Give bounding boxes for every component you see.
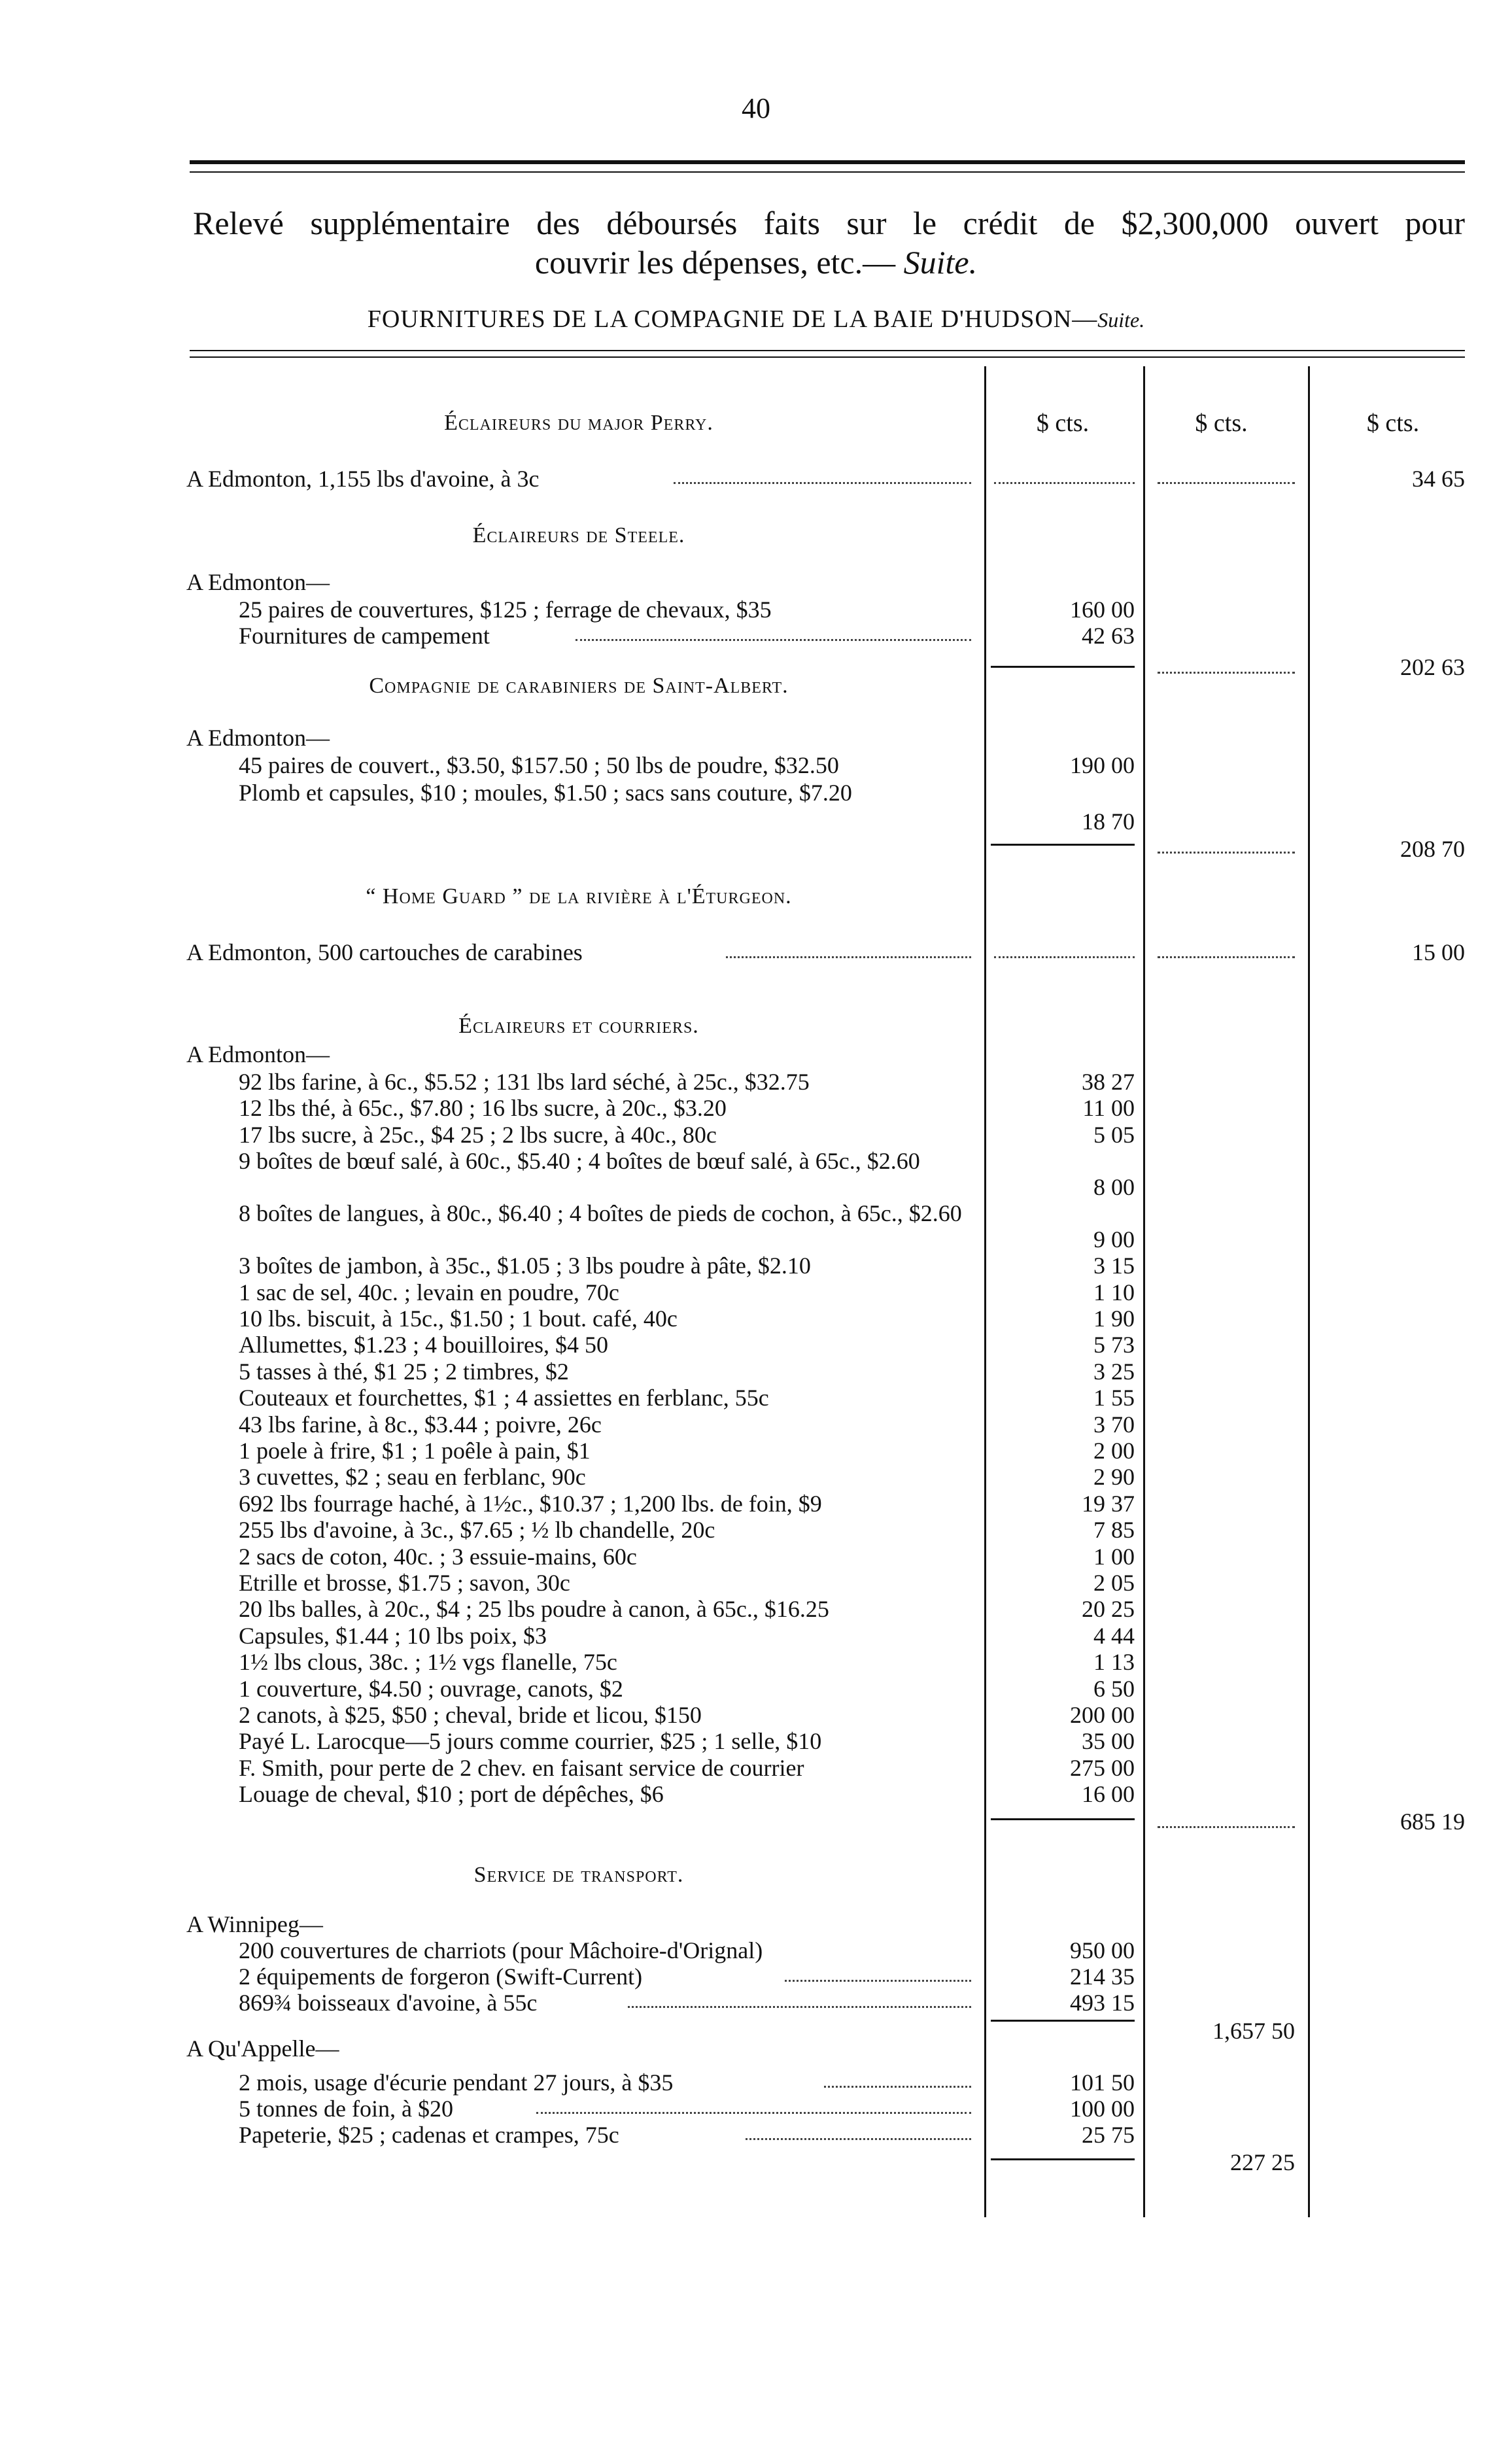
section-heading-courriers: Éclaireurs et courriers. [458,1014,699,1038]
courriers-amount: 9 00 [1093,1226,1135,1253]
quappelle-subtotal: 227 25 [1230,2149,1295,2175]
saint-albert-amount-2: 18 70 [1082,808,1135,835]
column-divider-1 [984,366,986,2217]
winnipeg-item-1: 200 couvertures de charriots (pour Mâchoire-d'Orignal) [239,1937,763,1963]
saint-albert-item-1: 45 paires de couvert., $3.50, $157.50 ; 50 lbs de poudre, $32.50 [239,752,839,778]
courriers-item: 17 lbs sucre, à 25c., $4 25 ; 2 lbs sucre, à 40c., 80c [239,1121,717,1148]
courriers-place: A Edmonton— [186,1041,330,1067]
home-guard-line: A Edmonton, 500 cartouches de carabines [186,939,583,965]
leader-dots [674,481,971,484]
leader-dots [994,955,1135,958]
leader-dots [628,2005,971,2008]
column-header-3: $ cts. [1366,409,1420,437]
courriers-amount: 1 10 [1093,1279,1135,1305]
subtotal-rule [991,2020,1135,2022]
courriers-amount: 2 90 [1093,1464,1135,1491]
document-subtitle: FOURNITURES DE LA COMPAGNIE DE LA BAIE D'HUDSON—Suite. [367,305,1145,333]
courriers-total: 685 19 [1400,1808,1465,1835]
courriers-item: 1 sac de sel, 40c. ; levain en poudre, 70c [239,1279,619,1305]
courriers-item: 692 lbs fourrage haché, à 1½c., $10.37 ; 1,200 lbs. de foin, $9 [239,1490,822,1517]
quappelle-amount-1: 101 50 [1070,2069,1135,2096]
header-rule-thin [190,171,1465,173]
courriers-item: 9 boîtes de bœuf salé, à 60c., $5.40 ; 4 boîtes de bœuf salé, à 65c., $2.60 [239,1148,920,1175]
courriers-amount: 8 00 [1093,1174,1135,1201]
courriers-amount: 3 15 [1093,1253,1135,1279]
subtotal-rule [991,844,1135,846]
subtotal-rule [991,1818,1135,1820]
courriers-amount: 275 00 [1070,1754,1135,1781]
winnipeg-amount-1: 950 00 [1070,1937,1135,1963]
home-guard-total: 15 00 [1412,939,1465,965]
steele-place: A Edmonton— [186,569,330,595]
courriers-amount: 16 00 [1082,1781,1135,1808]
quappelle-amount-2: 100 00 [1070,2096,1135,2122]
courriers-amount: 19 37 [1082,1490,1135,1517]
courriers-item: 10 lbs. biscuit, à 15c., $1.50 ; 1 bout. café, 40c [239,1305,678,1332]
steele-amount-2: 42 63 [1082,623,1135,649]
courriers-item: Capsules, $1.44 ; 10 lbs poix, $3 [239,1622,547,1649]
courriers-amount: 7 85 [1093,1517,1135,1544]
leader-dots [536,2111,971,2114]
section-heading-perry: Éclaireurs du major Perry. [444,411,713,435]
section-heading-steele: Éclaireurs de Steele. [472,523,685,547]
courriers-amount: 11 00 [1082,1095,1135,1122]
perry-line: A Edmonton, 1,155 lbs d'avoine, à 3c [186,466,540,492]
saint-albert-total: 208 70 [1400,836,1465,862]
steele-item-2: Fournitures de campement [239,623,490,649]
header-rule-thick [190,160,1465,164]
subtotal-rule [991,666,1135,668]
column-header-2: $ cts. [1195,409,1248,437]
courriers-item: F. Smith, pour perte de 2 chev. en faisant service de courrier [239,1754,804,1781]
courriers-item: 20 lbs balles, à 20c., $4 ; 25 lbs poudre à canon, à 65c., $16.25 [239,1596,829,1623]
quappelle-item-2: 5 tonnes de foin, à $20 [239,2096,453,2122]
quappelle-amount-3: 25 75 [1082,2122,1135,2148]
section-heading-saint-albert: Compagnie de carabiniers de Saint-Albert. [369,674,789,698]
steele-amount-1: 160 00 [1070,596,1135,623]
courriers-item: 1 couverture, $4.50 ; ouvrage, canots, $2 [239,1675,623,1702]
courriers-amount: 1 13 [1093,1649,1135,1676]
leader-dots [994,481,1135,484]
courriers-amount: 5 05 [1093,1121,1135,1148]
courriers-amount: 5 73 [1093,1332,1135,1358]
courriers-amount: 3 70 [1093,1411,1135,1438]
column-header-1: $ cts. [1036,409,1090,437]
courriers-amount: 1 90 [1093,1305,1135,1332]
courriers-amount: 3 25 [1093,1358,1135,1385]
courriers-amount: 2 05 [1093,1570,1135,1596]
subtotal-rule [991,2158,1135,2160]
courriers-item: 255 lbs d'avoine, à 3c., $7.65 ; ½ lb chandelle, 20c [239,1517,715,1544]
courriers-item: 1½ lbs clous, 38c. ; 1½ vgs flanelle, 75c [239,1649,617,1676]
table-top-rule-2 [190,356,1465,358]
courriers-item: 43 lbs farine, à 8c., $3.44 ; poivre, 26c [239,1411,602,1438]
quappelle-item-3: Papeterie, $25 ; cadenas et crampes, 75c [239,2122,619,2148]
section-heading-transport: Service de transport. [473,1863,684,1887]
leader-dots [1158,481,1295,484]
saint-albert-place: A Edmonton— [186,725,330,751]
leader-dots [746,2137,971,2140]
leader-dots [824,2084,971,2088]
winnipeg-item-2: 2 équipements de forgeron (Swift-Current) [239,1963,643,1990]
courriers-item: Louage de cheval, $10 ; port de dépêches, $6 [239,1781,664,1808]
courriers-item: 8 boîtes de langues, à 80c., $6.40 ; 4 boîtes de pieds de cochon, à 65c., $2.60 [239,1200,962,1227]
courriers-item: 12 lbs thé, à 65c., $7.80 ; 16 lbs sucre, à 20c., $3.20 [239,1095,727,1122]
leader-dots [1158,670,1295,674]
leader-dots [1158,850,1295,854]
saint-albert-item-2: Plomb et capsules, $10 ; moules, $1.50 ; sacs sans couture, $7.20 [239,780,852,806]
courriers-amount: 2 00 [1093,1438,1135,1464]
courriers-amount: 20 25 [1082,1596,1135,1623]
table-top-rule [190,350,1465,351]
courriers-amount: 1 55 [1093,1385,1135,1411]
courriers-item: 3 boîtes de jambon, à 35c., $1.05 ; 3 lbs poudre à pâte, $2.10 [239,1253,811,1279]
courriers-amount: 38 27 [1082,1069,1135,1095]
courriers-item: Allumettes, $1.23 ; 4 bouilloires, $4 50 [239,1332,608,1358]
courriers-item: Payé L. Larocque—5 jours comme courrier, $25 ; 1 selle, $10 [239,1728,822,1755]
winnipeg-item-3: 869¾ boisseaux d'avoine, à 55c [239,1990,538,2016]
winnipeg-amount-3: 493 15 [1070,1990,1135,2016]
steele-item-1: 25 paires de couvertures, $125 ; ferrage de chevaux, $35 [239,596,772,623]
leader-dots [785,1979,971,1982]
courriers-item: 2 canots, à $25, $50 ; cheval, bride et licou, $150 [239,1702,702,1728]
winnipeg-subtotal: 1,657 50 [1212,2018,1295,2044]
steele-total: 202 63 [1400,654,1465,680]
courriers-item: 5 tasses à thé, $1 25 ; 2 timbres, $2 [239,1358,569,1385]
leader-dots [576,638,971,641]
section-heading-home-guard: “ Home Guard ” de la rivière à l'Éturgeon. [366,884,792,908]
column-divider-3 [1308,366,1310,2217]
page-number: 40 [742,92,770,124]
courriers-item: 92 lbs farine, à 6c., $5.52 ; 131 lbs lard séché, à 25c., $32.75 [239,1069,810,1095]
winnipeg-amount-2: 214 35 [1070,1963,1135,1990]
courriers-item: Etrille et brosse, $1.75 ; savon, 30c [239,1570,570,1596]
column-divider-2 [1143,366,1145,2217]
saint-albert-amount-1: 190 00 [1070,752,1135,778]
courriers-item: 3 cuvettes, $2 ; seau en ferblanc, 90c [239,1464,586,1491]
quappelle-item-1: 2 mois, usage d'écurie pendant 27 jours, à $35 [239,2069,674,2096]
quappelle-place: A Qu'Appelle— [186,2035,339,2062]
courriers-item: Couteaux et fourchettes, $1 ; 4 assiettes en ferblanc, 55c [239,1385,769,1411]
courriers-item: 1 poele à frire, $1 ; 1 poêle à pain, $1 [239,1438,591,1464]
document-title-line2: couvrir les dépenses, etc.— Suite. [534,244,978,281]
perry-total: 34 65 [1412,466,1465,492]
courriers-item: 2 sacs de coton, 40c. ; 3 essuie-mains, 60c [239,1543,637,1570]
courriers-amount: 35 00 [1082,1728,1135,1755]
leader-dots [726,955,971,958]
leader-dots [1158,1825,1295,1828]
courriers-amount: 1 00 [1093,1543,1135,1570]
winnipeg-place: A Winnipeg— [186,1911,323,1937]
leader-dots [1158,955,1295,958]
courriers-amount: 200 00 [1070,1702,1135,1728]
document-title: Relevé supplémentaire des déboursés faits sur le crédit de $2,300,000 ouvert pour [193,205,1465,241]
courriers-amount: 4 44 [1093,1622,1135,1649]
courriers-amount: 6 50 [1093,1675,1135,1702]
